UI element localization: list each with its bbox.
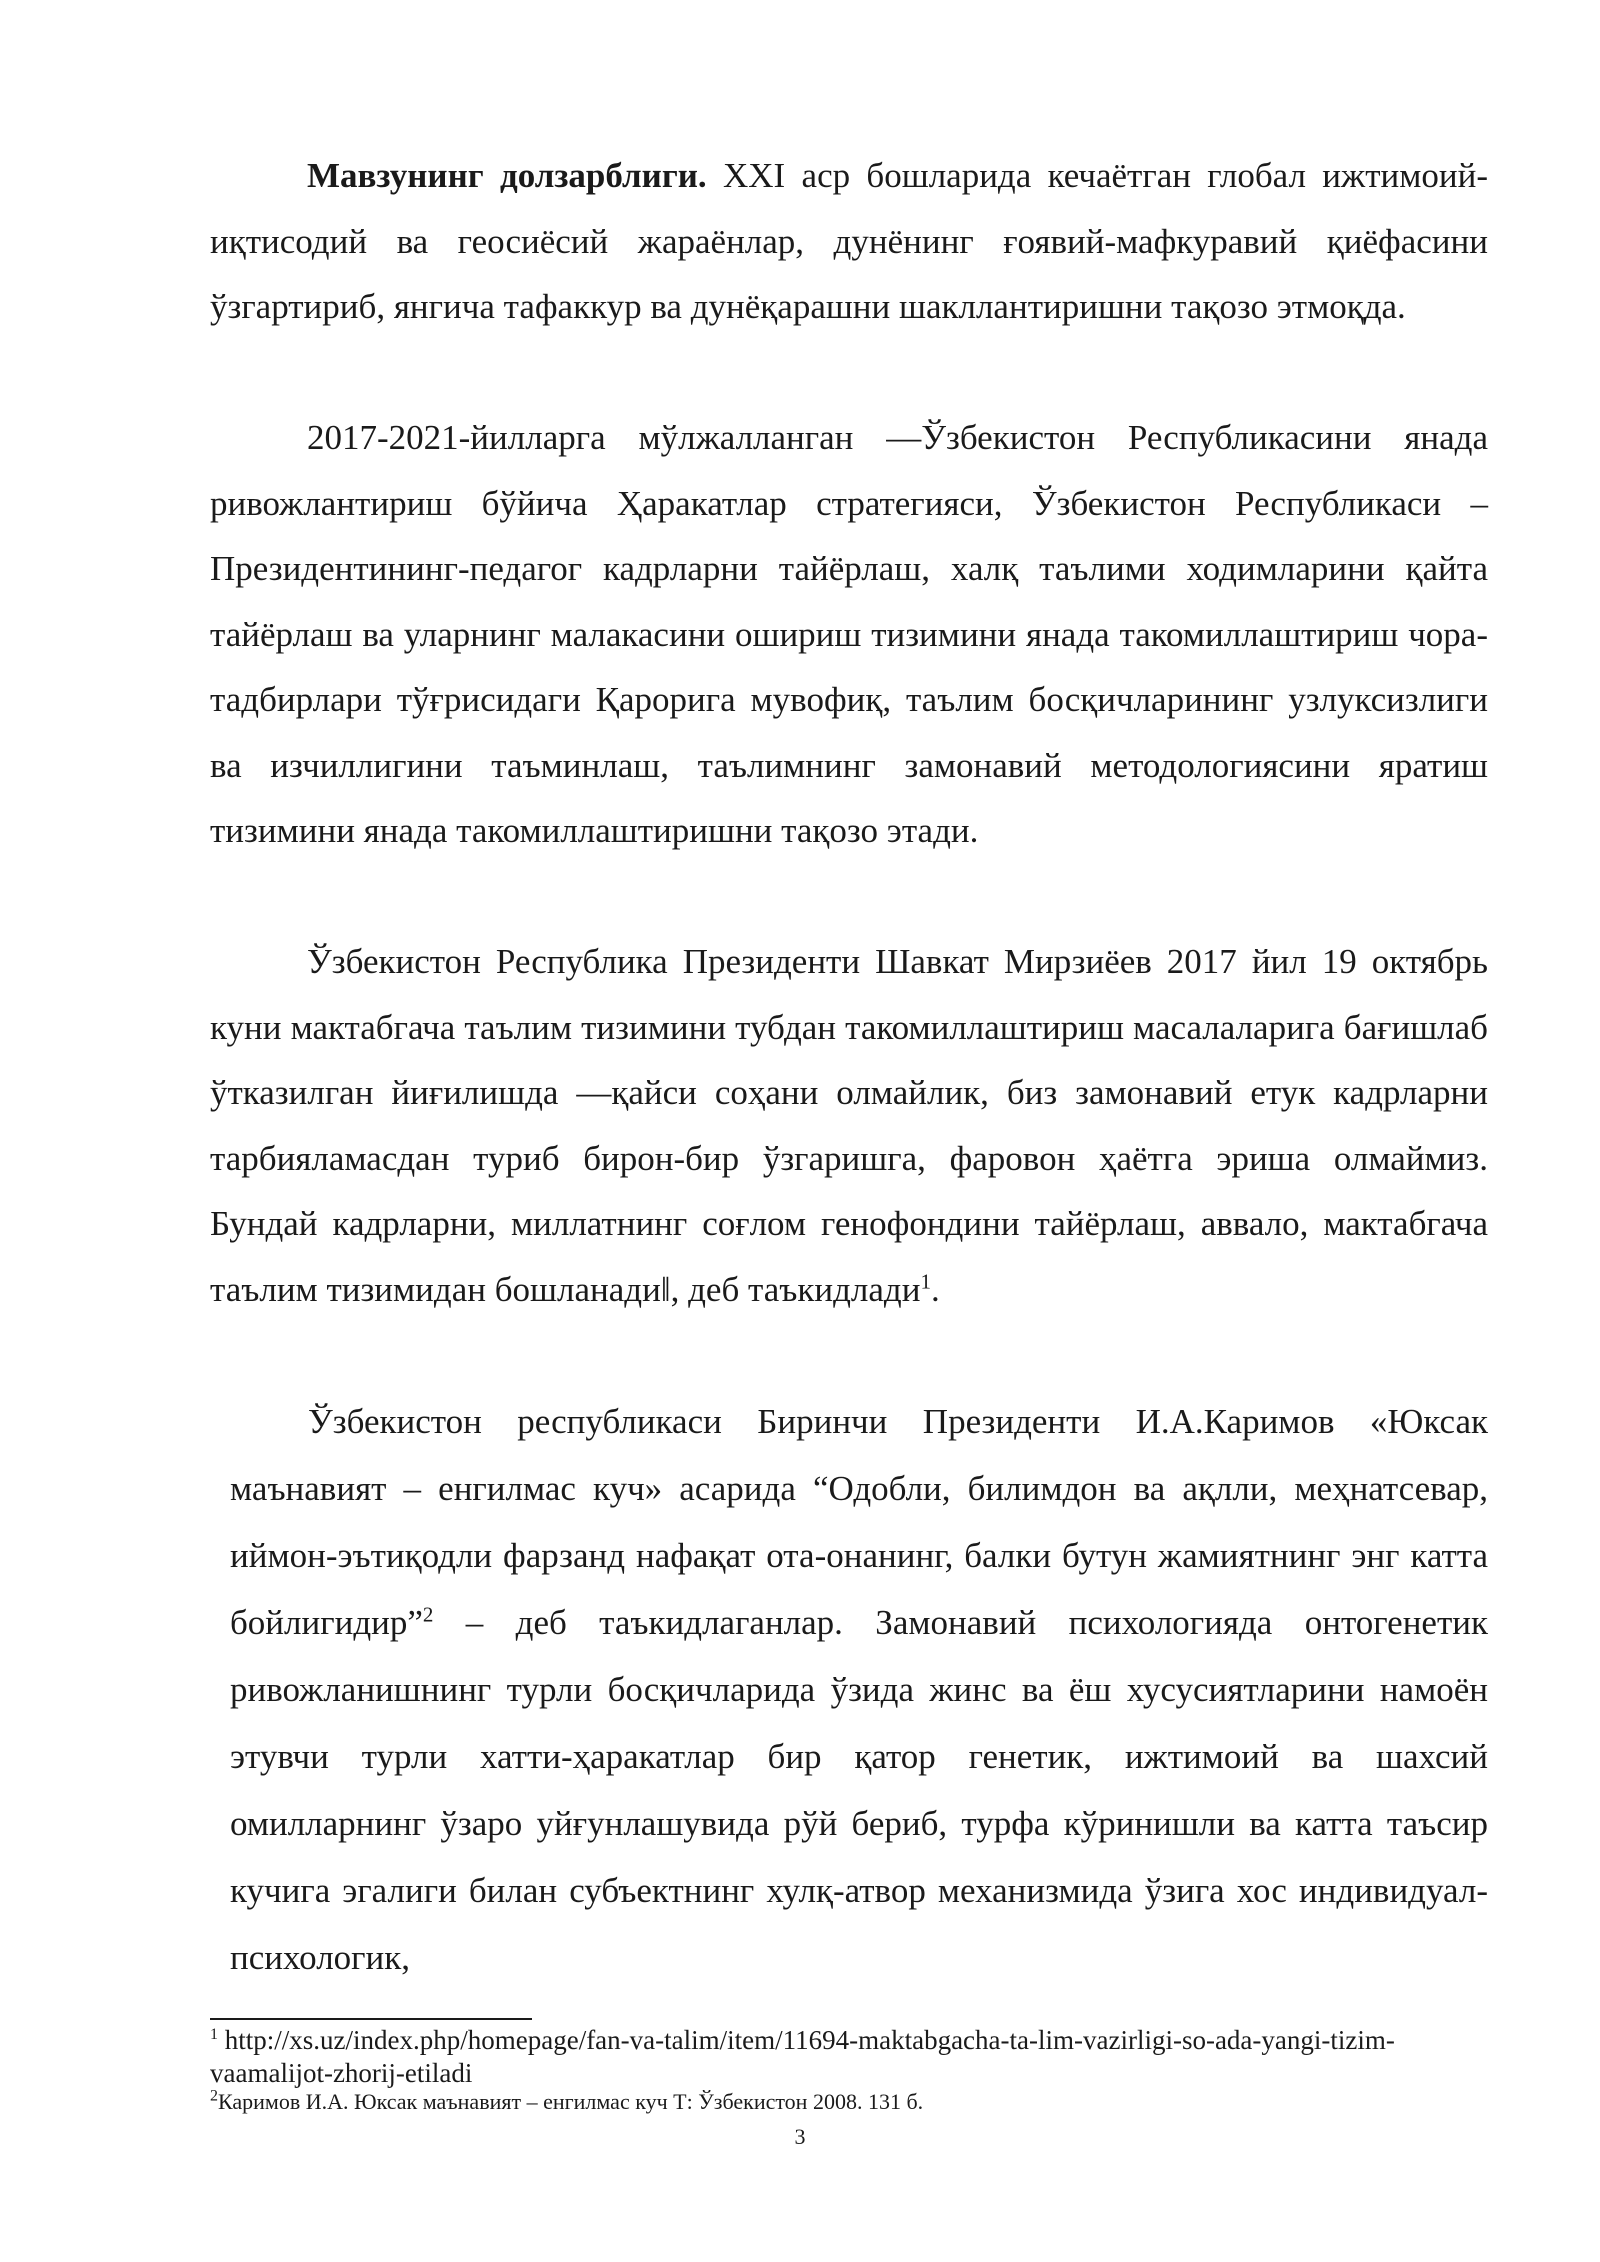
paragraph-text: Ўзбекистон Республика Президенти Шавкат Мирзиёев 2017 йил 19 октябрь куни мактабгача таълим тизимини тубдан такомиллаштириш масалаларига бағишлаб ўтказилган йиғилишда ―қайси соҳани олмайлик, биз замонавий етук кадрларни тарбияламасдан туриб бирон-бир ўзгаришга, фаровон ҳаётга эриша олмаймиз. Бундай кадрларни, миллатнинг соғлом генофондини тайёрлаш, аввало, мактабгача таълим тизимидан бошланади‖, деб таъкидлади [210,942,1488,1309]
footnote-reference[interactable]: 2 [422,1602,434,1627]
paragraph-tail: – деб таъкидлаганлар. Замонавий психологияда онтогенетик ривожланишнинг турли босқичларида ўзида жинс ва ёш хусусиятларини намоён этувчи турли хатти-ҳаракатлар бир қатор генетик, ижтимоий ва шахсий омилларнинг ўзаро уйғунлашувида рўй бериб, турфа кўринишли ва катта таъсир кучига эгалиги билан субъектнинг хулқ-атвор механизмида ўзига хос индивидуал-психологик, [230,1603,1488,1977]
paragraph-text: Ўзбекистон республикаси Биринчи Президенти И.А.Каримов «Юксак маънавият – енгилмас куч» асарида “Одобли, билимдон ва ақлли, меҳнатсевар, иймон-эътиқодли фарзанд нафақат ота-онанинг, балки бутун жамиятнинг энг катта бойлигидир” [230,1402,1488,1642]
section-heading-inline: Мавзунинг долзарблиги. [307,156,707,195]
paragraph-karimov-quote [230,1388,1488,1991]
footnote-separator [210,2018,532,2020]
paragraph-tail: . [930,1269,940,1309]
paragraph-relevance [210,143,1488,340]
paragraph-text: XXI аср бошларида кечаётган глобал ижтимоий-иқтисодий ва геосиёсий жараёнлар, дунёнинг ғоявий-мафкуравий қиёфасини ўзгартириб, янгича тафаккур ва дунёқарашни шакллантиришни тақозо этмоқда. [210,156,1489,326]
footnote-1 [210,2024,1488,2090]
footnote-text: Каримов И.А. Юксак маънавият – енгилмас куч Т: Ўзбекистон 2008. 131 б. [218,2089,924,2114]
footnote-number: 1 [210,2026,218,2043]
footnote-number: 2 [210,2087,218,2105]
page-number: 3 [794,2124,806,2149]
footnote-2 [210,2087,1488,2117]
paragraph-text: 2017-2021-йилларга мўлжалланган ―Ўзбекистон Республикасини янада ривожлантириш бўйича Ҳаракатлар стратегияси, Ўзбекистон Республикаси – Президентининг-педагог кадрларни тайёрлаш, халқ таълими ходимларини қайта тайёрлаш ва уларнинг малакасини ошириш тизимини янада такомиллаштириш чора-тадбирлари тўғрисидаги Қарорига мувофиқ, таълим босқичларининг узлуксизлиги ва изчиллигини таъминлаш, таълимнинг замонавий методологиясини яратиш тизимини янада такомиллаштиришни тақозо этади. [210,418,1488,850]
paragraph-action-strategy [210,405,1488,864]
footnote-reference[interactable]: 1 [920,1268,931,1293]
footnote-link[interactable]: http://xs.uz/index.php/homepage/fan-va-talim/item/11694-maktabgacha-ta-lim-vazirligi-so-ada-yangi-tizim-vaamalijot-zhorij-etiladi [210,2025,1395,2088]
paragraph-president-quote [210,929,1488,1322]
